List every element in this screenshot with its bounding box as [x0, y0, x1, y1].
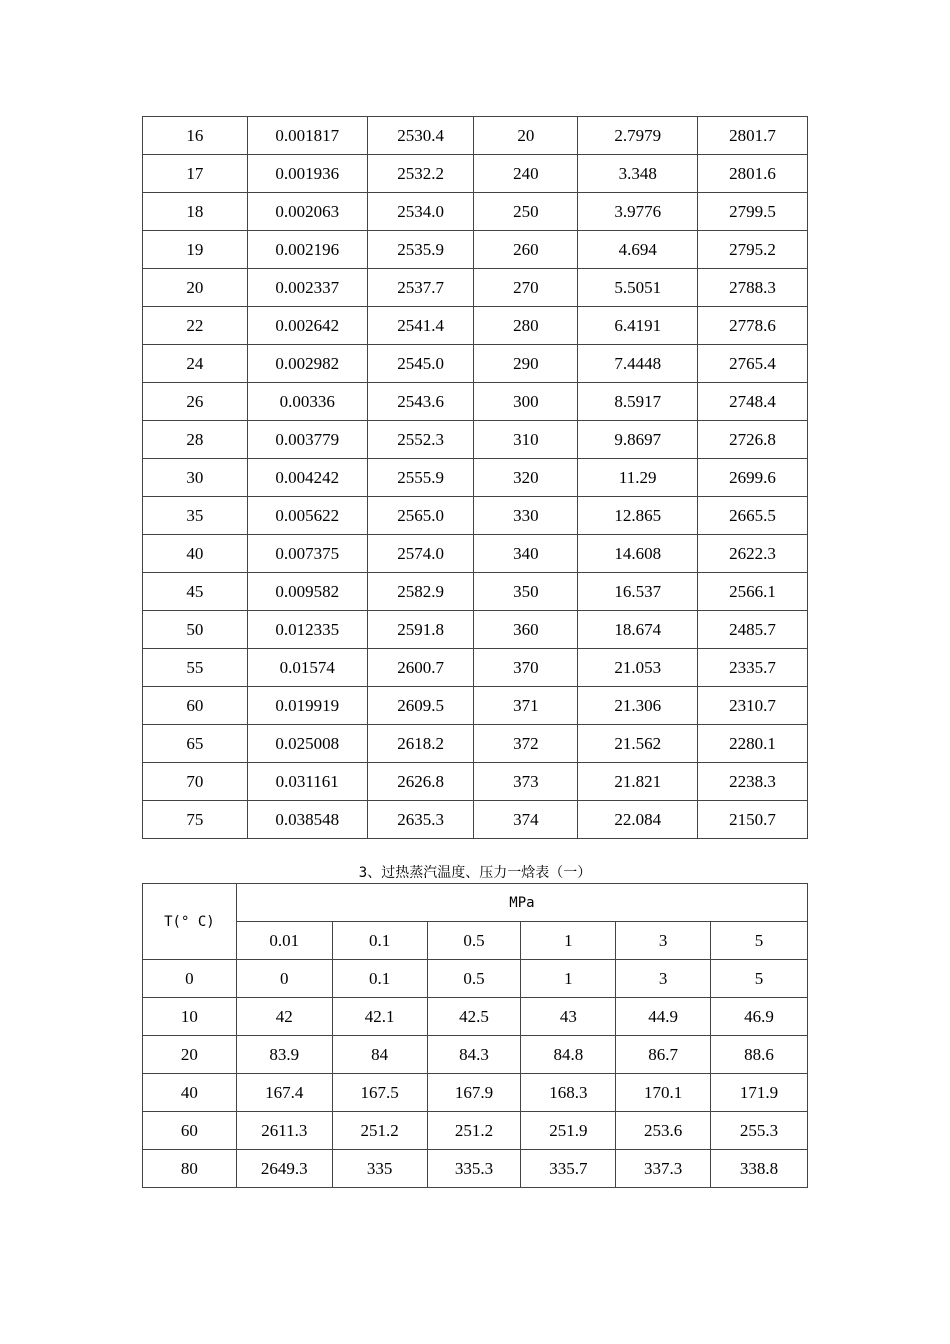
table-cell: 255.3 [711, 1112, 808, 1150]
table-cell: 2748.4 [698, 383, 808, 421]
table-cell: 2649.3 [236, 1150, 332, 1188]
table-cell: 2238.3 [698, 763, 808, 801]
table-cell: 2609.5 [367, 687, 474, 725]
table-row [143, 763, 808, 801]
table-cell: 2566.1 [698, 573, 808, 611]
table-cell: 280 [474, 307, 578, 345]
table-cell: 2591.8 [367, 611, 474, 649]
pressure-header-cell: 0.1 [332, 922, 427, 960]
table-cell: 2795.2 [698, 231, 808, 269]
table-cell: 0.001817 [247, 117, 367, 155]
table-row [143, 1112, 808, 1150]
table-cell: 1 [521, 960, 616, 998]
table-cell: 42 [236, 998, 332, 1036]
table-cell: 2635.3 [367, 801, 474, 839]
pressure-header-cell: 0.5 [427, 922, 521, 960]
table-cell: 0.005622 [247, 497, 367, 535]
table-cell: 0.007375 [247, 535, 367, 573]
table-cell: 320 [474, 459, 578, 497]
table-cell: 65 [143, 725, 248, 763]
table-cell: 290 [474, 345, 578, 383]
table-cell: 14.608 [578, 535, 698, 573]
table-cell: 2626.8 [367, 763, 474, 801]
pressure-header-cell: 0.01 [236, 922, 332, 960]
table-cell: 2788.3 [698, 269, 808, 307]
table-cell: 42.5 [427, 998, 521, 1036]
table-cell: 3.9776 [578, 193, 698, 231]
table-cell: 310 [474, 421, 578, 459]
table-cell: 373 [474, 763, 578, 801]
table-cell: 40 [143, 1074, 237, 1112]
table-cell: 2530.4 [367, 117, 474, 155]
table-cell: 370 [474, 649, 578, 687]
table-cell: 84 [332, 1036, 427, 1074]
table-cell: 2541.4 [367, 307, 474, 345]
table-cell: 2622.3 [698, 535, 808, 573]
table-cell: 88.6 [711, 1036, 808, 1074]
table-cell: 24 [143, 345, 248, 383]
table-row [143, 649, 808, 687]
table-cell: 371 [474, 687, 578, 725]
table-cell: 0.025008 [247, 725, 367, 763]
table-cell: 2565.0 [367, 497, 474, 535]
table-cell: 171.9 [711, 1074, 808, 1112]
table-cell: 240 [474, 155, 578, 193]
table-cell: 3 [616, 960, 711, 998]
table-cell: 170.1 [616, 1074, 711, 1112]
table-cell: 270 [474, 269, 578, 307]
table-cell: 3.348 [578, 155, 698, 193]
table-cell: 253.6 [616, 1112, 711, 1150]
table-cell: 0.012335 [247, 611, 367, 649]
table-cell: 2799.5 [698, 193, 808, 231]
table-cell: 2801.6 [698, 155, 808, 193]
pressure-header-cell: 1 [521, 922, 616, 960]
table-cell: 0.004242 [247, 459, 367, 497]
table-cell: 21.306 [578, 687, 698, 725]
table-cell: 2778.6 [698, 307, 808, 345]
temperature-header: T(° C) [143, 884, 237, 960]
table-cell: 0.002196 [247, 231, 367, 269]
table-cell: 2543.6 [367, 383, 474, 421]
table-row [143, 998, 808, 1036]
table-cell: 12.865 [578, 497, 698, 535]
table-cell: 55 [143, 649, 248, 687]
table-cell: 2545.0 [367, 345, 474, 383]
table-cell: 45 [143, 573, 248, 611]
table-row [143, 535, 808, 573]
table-cell: 330 [474, 497, 578, 535]
table-cell: 17 [143, 155, 248, 193]
table-cell: 46.9 [711, 998, 808, 1036]
table-cell: 84.8 [521, 1036, 616, 1074]
table-row [143, 1150, 808, 1188]
pressure-header-cell: 5 [711, 922, 808, 960]
table-cell: 30 [143, 459, 248, 497]
table-row [143, 725, 808, 763]
table-row [143, 960, 808, 998]
table-cell: 250 [474, 193, 578, 231]
table-cell: 18.674 [578, 611, 698, 649]
table-cell: 40 [143, 535, 248, 573]
table-cell: 16.537 [578, 573, 698, 611]
table-cell: 2600.7 [367, 649, 474, 687]
table-row [143, 383, 808, 421]
table-cell: 337.3 [616, 1150, 711, 1188]
table-cell: 22.084 [578, 801, 698, 839]
table-cell: 2280.1 [698, 725, 808, 763]
table-cell: 0.003779 [247, 421, 367, 459]
table-cell: 19 [143, 231, 248, 269]
table-row [143, 1074, 808, 1112]
table-cell: 20 [143, 269, 248, 307]
table-cell: 0.031161 [247, 763, 367, 801]
table-cell: 167.5 [332, 1074, 427, 1112]
table-caption: 3、过热蒸汽温度、压力一焓表（一） [358, 865, 592, 881]
table-row [143, 1036, 808, 1074]
table-cell: 28 [143, 421, 248, 459]
table-cell: 0.1 [332, 960, 427, 998]
table-cell: 20 [474, 117, 578, 155]
table-cell: 43 [521, 998, 616, 1036]
table-cell: 60 [143, 687, 248, 725]
table-cell: 50 [143, 611, 248, 649]
table-cell: 2537.7 [367, 269, 474, 307]
table-cell: 168.3 [521, 1074, 616, 1112]
table-cell: 2665.5 [698, 497, 808, 535]
table-cell: 0.019919 [247, 687, 367, 725]
table-cell: 251.9 [521, 1112, 616, 1150]
table-cell: 2335.7 [698, 649, 808, 687]
table-cell: 338.8 [711, 1150, 808, 1188]
table-cell: 0.01574 [247, 649, 367, 687]
table-cell: 2611.3 [236, 1112, 332, 1150]
table-cell: 42.1 [332, 998, 427, 1036]
table-cell: 2532.2 [367, 155, 474, 193]
table-cell: 0.002337 [247, 269, 367, 307]
table-row [143, 611, 808, 649]
table-cell: 0 [143, 960, 237, 998]
table-row [143, 269, 808, 307]
table-cell: 335.3 [427, 1150, 521, 1188]
table-cell: 0.002982 [247, 345, 367, 383]
table-cell: 335 [332, 1150, 427, 1188]
table-cell: 2582.9 [367, 573, 474, 611]
table-row [143, 421, 808, 459]
table-cell: 2618.2 [367, 725, 474, 763]
table-cell: 0.00336 [247, 383, 367, 421]
table-cell: 26 [143, 383, 248, 421]
table-cell: 2726.8 [698, 421, 808, 459]
table-cell: 2.7979 [578, 117, 698, 155]
superheated-steam-table [142, 883, 808, 1188]
table-cell: 16 [143, 117, 248, 155]
table-cell: 2574.0 [367, 535, 474, 573]
table-cell: 2534.0 [367, 193, 474, 231]
table-cell: 2310.7 [698, 687, 808, 725]
table-cell: 8.5917 [578, 383, 698, 421]
table-cell: 0.002642 [247, 307, 367, 345]
table-cell: 2485.7 [698, 611, 808, 649]
saturated-steam-table [142, 116, 808, 839]
table-row [143, 231, 808, 269]
table-cell: 167.4 [236, 1074, 332, 1112]
table-cell: 2699.6 [698, 459, 808, 497]
table-cell: 80 [143, 1150, 237, 1188]
table-cell: 360 [474, 611, 578, 649]
table-cell: 340 [474, 535, 578, 573]
table-row [143, 307, 808, 345]
table-cell: 9.8697 [578, 421, 698, 459]
table-cell: 260 [474, 231, 578, 269]
table-cell: 251.2 [332, 1112, 427, 1150]
table-cell: 83.9 [236, 1036, 332, 1074]
table-cell: 18 [143, 193, 248, 231]
table-cell: 84.3 [427, 1036, 521, 1074]
table-row [143, 345, 808, 383]
table-header-row [143, 884, 808, 922]
table-cell: 0 [236, 960, 332, 998]
pressure-header-cell: 3 [616, 922, 711, 960]
pressure-group-header: MPa [236, 884, 807, 922]
table-row [143, 801, 808, 839]
pressure-header-row [143, 922, 808, 960]
table-cell: 20 [143, 1036, 237, 1074]
table-cell: 0.009582 [247, 573, 367, 611]
table-cell: 21.053 [578, 649, 698, 687]
table-cell: 167.9 [427, 1074, 521, 1112]
table-cell: 10 [143, 998, 237, 1036]
table-row [143, 193, 808, 231]
table-cell: 300 [474, 383, 578, 421]
table-cell: 5 [711, 960, 808, 998]
table-cell: 0.038548 [247, 801, 367, 839]
table-cell: 11.29 [578, 459, 698, 497]
table-row [143, 117, 808, 155]
table-cell: 2535.9 [367, 231, 474, 269]
table-cell: 5.5051 [578, 269, 698, 307]
table-cell: 35 [143, 497, 248, 535]
table-cell: 2555.9 [367, 459, 474, 497]
table-cell: 2552.3 [367, 421, 474, 459]
table-cell: 0.002063 [247, 193, 367, 231]
table-row [143, 155, 808, 193]
table-cell: 251.2 [427, 1112, 521, 1150]
table-cell: 21.821 [578, 763, 698, 801]
table-cell: 350 [474, 573, 578, 611]
table-cell: 75 [143, 801, 248, 839]
table-cell: 4.694 [578, 231, 698, 269]
table-cell: 2801.7 [698, 117, 808, 155]
table-cell: 86.7 [616, 1036, 711, 1074]
table-cell: 0.001936 [247, 155, 367, 193]
table-row [143, 573, 808, 611]
table-cell: 7.4448 [578, 345, 698, 383]
table-cell: 335.7 [521, 1150, 616, 1188]
table-cell: 70 [143, 763, 248, 801]
table-cell: 44.9 [616, 998, 711, 1036]
table-cell: 21.562 [578, 725, 698, 763]
table-cell: 374 [474, 801, 578, 839]
table-cell: 60 [143, 1112, 237, 1150]
table-cell: 0.5 [427, 960, 521, 998]
table-cell: 372 [474, 725, 578, 763]
table-row [143, 459, 808, 497]
table-cell: 22 [143, 307, 248, 345]
table-cell: 2765.4 [698, 345, 808, 383]
table-row [143, 687, 808, 725]
table-row [143, 497, 808, 535]
table-cell: 6.4191 [578, 307, 698, 345]
table-cell: 2150.7 [698, 801, 808, 839]
